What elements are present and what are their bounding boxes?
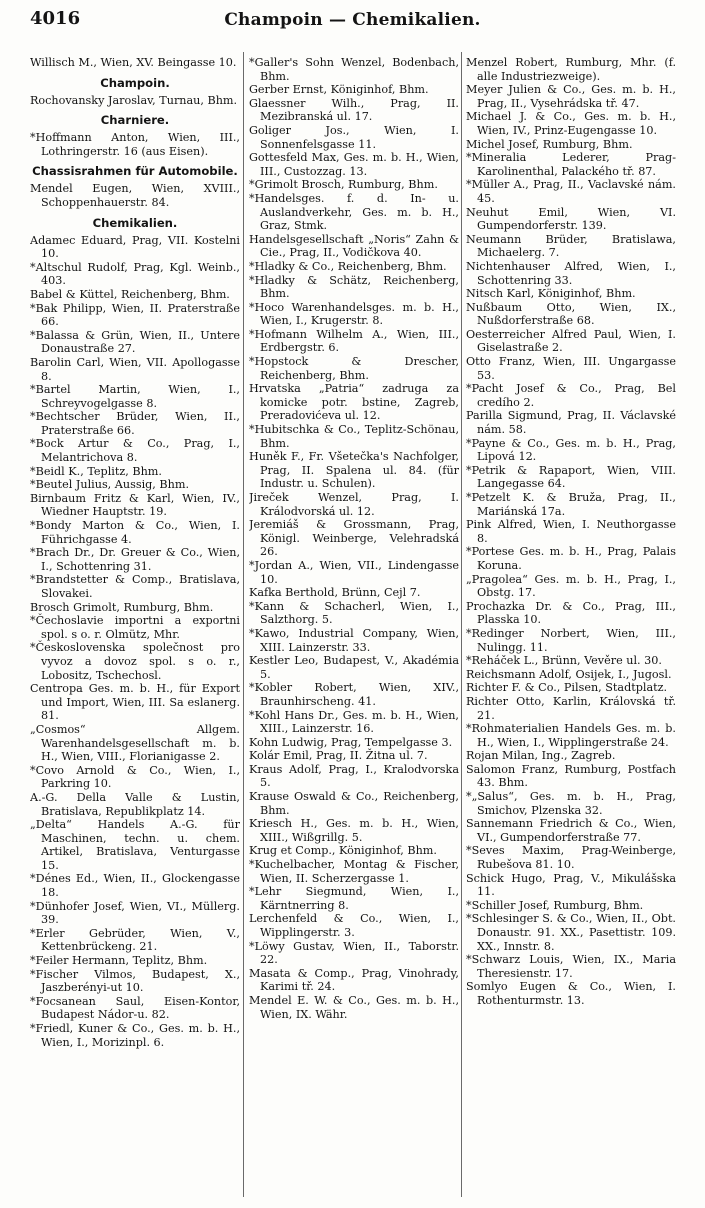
directory-entry: Schick Hugo, Prag, V., Mikulášska 11. — [466, 871, 676, 899]
directory-entry: *Čechoslavie importni a exportni spol. s o. r. Olmütz, Mhr. — [30, 614, 240, 641]
directory-entry: *Beidl K., Teplitz, Bhm. — [30, 464, 162, 478]
directory-entry: *Grimolt Brosch, Rumburg, Bhm. — [249, 178, 438, 192]
directory-entry: Huněk F., Fr. Všetečka's Nachfolger, Prag, II. Spalena ul. 84. (für Industr. u. Schulen). — [249, 450, 459, 491]
directory-entry: *Kawo, Industrial Company, Wien, XIII. Lainzerstr. 33. — [249, 626, 459, 654]
directory-entry: Prochazka Dr. & Co., Prag, III., Plasska 10. — [466, 599, 676, 627]
directory-entry: *Rohmaterialien Handels Ges. m. b. H., Wien, I., Wipplingerstraße 24. — [466, 722, 676, 749]
directory-entry: *Hoco Warenhandelsges. m. b. H., Wien, I., Krugerstr. 8. — [249, 300, 459, 328]
directory-entry: Centropa Ges. m. b. H., für Export und Import, Wien, III. Sa eslanerg. 81. — [30, 682, 240, 723]
directory-entry: Michael J. & Co., Ges. m. b. H., Wien, IV., Prinz-Eugengasse 10. — [466, 110, 676, 137]
directory-entry: Jireček Wenzel, Prag, I. Králodvorská ul. 12. — [249, 491, 459, 518]
directory-entry: *Československa společnost pro vyvoz a dovoz spol. s o. r., Lobositz, Tschechosl. — [30, 641, 240, 682]
directory-entry: Pink Alfred, Wien, I. Neuthorgasse 8. — [466, 518, 676, 545]
directory-entry: *Handelsges. f. d. In- u. Auslandverkehr, Ges. m. b. H., Graz, Stmk. — [249, 191, 459, 233]
directory-entry: *Feiler Hermann, Teplitz, Bhm. — [30, 954, 208, 968]
directory-entry: Lerchenfeld & Co., Wien, I., Wipplingerstr. 3. — [249, 912, 459, 939]
directory-entry: Nichtenhauser Alfred, Wien, I., Schottenring 33. — [466, 259, 676, 287]
directory-entry: Willisch M., Wien, XV. Beingasse 10. — [30, 56, 237, 69]
directory-entry: *Pacht Josef & Co., Prag, Bel credího 2. — [466, 382, 676, 409]
directory-entry: Nitsch Karl, Königinhof, Bhm. — [466, 287, 636, 301]
directory-entry: Gerber Ernst, Königinhof, Bhm. — [249, 83, 429, 97]
directory-entry: Krug et Comp., Königinhof, Bhm. — [249, 844, 437, 858]
directory-entry: *Bechtscher Brüder, Wien, II., Praterstraße 66. — [30, 410, 240, 437]
directory-entry: *Schiller Josef, Rumburg, Bhm. — [466, 898, 644, 912]
directory-entry: „Delta“ Handels A.-G. für Maschinen, techn. u. chem. Artikel, Bratislava, Venturgasse 15. — [30, 818, 240, 872]
directory-entry: *Altschul Rudolf, Prag, Kgl. Weinb., 403. — [30, 260, 240, 288]
directory-entry: *Schwarz Louis, Wien, IX., Maria Theresienstr. 17. — [466, 953, 676, 980]
directory-entry: Rojan Milan, Ing., Zagreb. — [466, 749, 616, 763]
directory-entry: Rochovansky Jaroslav, Turnau, Bhm. — [30, 93, 238, 107]
directory-entry: *Friedl, Kuner & Co., Ges. m. b. H., Wien, I., Morizinpl. 6. — [30, 1022, 240, 1049]
section-heading: Charniere. — [100, 113, 170, 128]
directory-entry: *Hladky & Co., Reichenberg, Bhm. — [249, 259, 447, 273]
directory-entry: *Bock Artur & Co., Prag, I., Melantrichova 8. — [30, 437, 240, 465]
directory-entry: *Covo Arnold & Co., Wien, I., Parkring 10. — [30, 763, 240, 791]
directory-entry: Kriesch H., Ges. m. b. H., Wien, XIII., Wißgrillg. 5. — [249, 817, 459, 844]
page-title: Champoin — Chemikalien. — [224, 10, 481, 30]
directory-entry: Mendel E. W. & Co., Ges. m. b. H., Wien, IX. Währ. — [249, 993, 459, 1021]
directory-entry: Otto Franz, Wien, III. Ungargasse 53. — [466, 355, 676, 382]
column-2 — [249, 56, 459, 1196]
directory-entry: Parilla Sigmund, Prag, II. Václavské nám. 58. — [466, 409, 676, 437]
directory-entry: *Petzelt K. & Bruža, Prag, II., Mariánská 17a. — [466, 491, 676, 518]
page-header — [0, 0, 705, 46]
directory-entry: *Hoffmann Anton, Wien, III., Lothringerstr. 16 (aus Eisen). — [30, 131, 240, 158]
directory-entry: Neumann Brüder, Bratislawa, Michaelerg. 7. — [466, 232, 676, 260]
directory-entry: Brosch Grimolt, Rumburg, Bhm. — [30, 600, 214, 614]
directory-entry: Kolár Emil, Prag, II. Žitna ul. 7. — [249, 749, 428, 763]
directory-entry: *Jordan A., Wien, VII., Lindengasse 10. — [249, 558, 459, 586]
directory-entry: *Müller A., Prag, II., Vaclavské nám. 45. — [466, 178, 676, 205]
directory-entry: *„Salus“, Ges. m. b. H., Prag, Smichov, Plzenska 32. — [466, 790, 676, 817]
directory-entry: Masata & Comp., Prag, Vinohrady, Karimi tř. 24. — [249, 966, 459, 994]
directory-entry: *Bartel Martin, Wien, I., Schreyvogelgasse 8. — [30, 383, 240, 410]
directory-entry: *Hopstock & Drescher, Reichenberg, Bhm. — [249, 355, 459, 382]
directory-entry: *Bak Philipp, Wien, II. Praterstraße 66. — [30, 301, 240, 329]
directory-entry: Kestler Leo, Budapest, V., Akadémia 5. — [249, 654, 459, 681]
directory-entry: Richter F. & Co., Pilsen, Stadtplatz. — [466, 681, 668, 695]
column-3 — [466, 56, 676, 1196]
directory-entry: Sannemann Friedrich & Co., Wien, VI., Gumpendorferstraße 77. — [466, 817, 676, 844]
directory-entry: Nußbaum Otto, Wien, IX., Nußdorferstraße 68. — [466, 300, 676, 328]
directory-entry: *Redinger Norbert, Wien, III., Nulingg. 11. — [466, 626, 676, 654]
directory-entry: Jeremiáš & Grossmann, Prag, Königl. Weinberge, Velehradská 26. — [249, 518, 459, 559]
directory-entry: Mendel Eugen, Wien, XVIII., Schoppenhauerstr. 84. — [30, 182, 240, 209]
directory-entry: Kraus Adolf, Prag, I., Kralodvorska 5. — [249, 762, 459, 790]
directory-entry: Gottesfeld Max, Ges. m. b. H., Wien, III., Custozzag. 13. — [249, 151, 459, 178]
directory-entry: Richter Otto, Karlin, Královská tř. 21. — [466, 694, 676, 722]
directory-entry: Goliger Jos., Wien, I. Sonnenfelsgasse 11. — [249, 123, 459, 151]
directory-entry: Babel & Küttel, Reichenberg, Bhm. — [30, 287, 230, 301]
directory-entry: *Seves Maxim, Prag-Weinberge, Rubešova 81. 10. — [466, 844, 676, 872]
directory-entry: *Lehr Siegmund, Wien, I., Kärntnerring 8. — [249, 885, 459, 912]
directory-entry: *Balassa & Grün, Wien, II., Untere Donaustraße 27. — [30, 328, 240, 356]
directory-entry: Kafka Berthold, Brünn, Cejl 7. — [249, 586, 421, 600]
directory-entry: *Löwy Gustav, Wien, II., Taborstr. 22. — [249, 939, 459, 967]
column-1 — [30, 56, 240, 1196]
directory-entry: *Kobler Robert, Wien, XIV., Braunhirscheng. 41. — [249, 681, 459, 708]
directory-entry: *Brach Dr., Dr. Greuer & Co., Wien, I., Schottenring 31. — [30, 546, 240, 573]
directory-entry: *Galler's Sohn Wenzel, Bodenbach, Bhm. — [249, 56, 459, 83]
directory-entry: *Brandstetter & Comp., Bratislava, Slovakei. — [30, 573, 240, 600]
directory-entry: Krause Oswald & Co., Reichenberg, Bhm. — [249, 790, 459, 817]
section-heading: Chassisrahmen für Automobile. — [32, 164, 238, 179]
directory-entry: Glaessner Wilh., Prag, II. Mezibranská ul. 17. — [249, 96, 459, 124]
directory-entry: Michel Josef, Rumburg, Bhm. — [466, 137, 633, 151]
directory-entry: *Payne & Co., Ges. m. b. H., Prag, Lipová 12. — [466, 436, 676, 464]
directory-entry: *Dünhofer Josef, Wien, VI., Müllerg. 39. — [30, 899, 240, 927]
directory-entry: *Petrik & Rapaport, Wien, VIII. Langegasse 64. — [466, 463, 676, 491]
directory-entry: *Dénes Ed., Wien, II., Glockengasse 18. — [30, 872, 240, 900]
directory-entry: *Hubitschka & Co., Teplitz-Schönau, Bhm. — [249, 423, 459, 450]
directory-entry: *Focsanean Saul, Eisen-Kontor, Budapest Nádor-u. 82. — [30, 994, 240, 1022]
directory-entry: Hrvatska „Patria“ zadruga za komicke potr. bstine, Zagreb, Preradovićeva ul. 12. — [249, 382, 459, 423]
columns-area — [30, 56, 680, 1196]
directory-entry: Barolin Carl, Wien, VII. Apollogasse 8. — [30, 355, 240, 383]
directory-entry: *Hladky & Schätz, Reichenberg, Bhm. — [249, 273, 459, 301]
directory-entry: *Schlesinger S. & Co., Wien, II., Obt. Donaustr. 91. XX., Pasettistr. 109. XX., Innstr. 8. — [466, 912, 676, 953]
directory-entry: „Cosmos“ Allgem. Warenhandelsgesellschaft m. b. H., Wien, VIII., Florianigasse 2. — [30, 722, 240, 764]
directory-entry: *Mineralia Lederer, Prag-Karolinenthal, Palackého tř. 87. — [466, 151, 676, 178]
directory-entry: Kohn Ludwig, Prag, Tempelgasse 3. — [249, 735, 453, 749]
directory-entry: *Kohl Hans Dr., Ges. m. b. H., Wien, XIII., Lainzerstr. 16. — [249, 708, 459, 736]
directory-entry: Meyer Julien & Co., Ges. m. b. H., Prag, II., Vysehrádska tř. 47. — [466, 83, 676, 110]
directory-entry: *Fischer Vilmos, Budapest, X., Jaszberényi-ut 10. — [30, 967, 240, 995]
directory-entry: Adamec Eduard, Prag, VII. Kostelni 10. — [30, 233, 240, 261]
directory-entry: Neuhut Emil, Wien, VI. Gumpendorferstr. 139. — [466, 205, 676, 233]
directory-entry: A.-G. Della Valle & Lustin, Bratislava, Republikplatz 14. — [30, 790, 240, 818]
directory-entry: „Pragolea“ Ges. m. b. H., Prag, I., Obstg. 17. — [466, 572, 676, 600]
directory-entry: *Bondy Marton & Co., Wien, I. Führichgasse 4. — [30, 519, 240, 546]
directory-entry: *Erler Gebrüder, Wien, V., Kettenbrückeng. 21. — [30, 926, 240, 954]
page-number: 4016 — [30, 8, 81, 29]
directory-entry: *Hofmann Wilhelm A., Wien, III., Erdbergstr. 6. — [249, 327, 459, 355]
directory-entry: Handelsgesellschaft „Noris“ Zahn & Cie., Prag, II., Vodičkova 40. — [249, 232, 459, 260]
section-heading: Champoin. — [100, 75, 170, 90]
directory-entry: Oesterreicher Alfred Paul, Wien, I. Giselastraße 2. — [466, 327, 676, 355]
directory-entry: *Beutel Julius, Aussig, Bhm. — [30, 478, 190, 492]
directory-entry: *Kuchelbacher, Montag & Fischer, Wien, II. Scherzergasse 1. — [249, 858, 459, 885]
directory-entry: *Portese Ges. m. b. H., Prag, Palais Koruna. — [466, 545, 676, 572]
directory-entry: Birnbaum Fritz & Karl, Wien, IV., Wiedner Hauptstr. 19. — [30, 491, 240, 519]
directory-entry: *Reháček L., Brünn, Vevěre ul. 30. — [466, 654, 662, 668]
directory-entry: Somlyo Eugen & Co., Wien, I. Rothenturmstr. 13. — [466, 980, 676, 1007]
directory-entry: Salomon Franz, Rumburg, Postfach 43. Bhm. — [466, 762, 676, 790]
directory-entry: Reichsmann Adolf, Osijek, I., Jugosl. — [466, 667, 672, 681]
directory-entry: *Kann & Schacherl, Wien, I., Salzthorg. 5. — [249, 599, 459, 627]
section-heading: Chemikalien. — [92, 215, 178, 230]
directory-entry: Menzel Robert, Rumburg, Mhr. (f. alle Industriezweige). — [466, 56, 676, 83]
